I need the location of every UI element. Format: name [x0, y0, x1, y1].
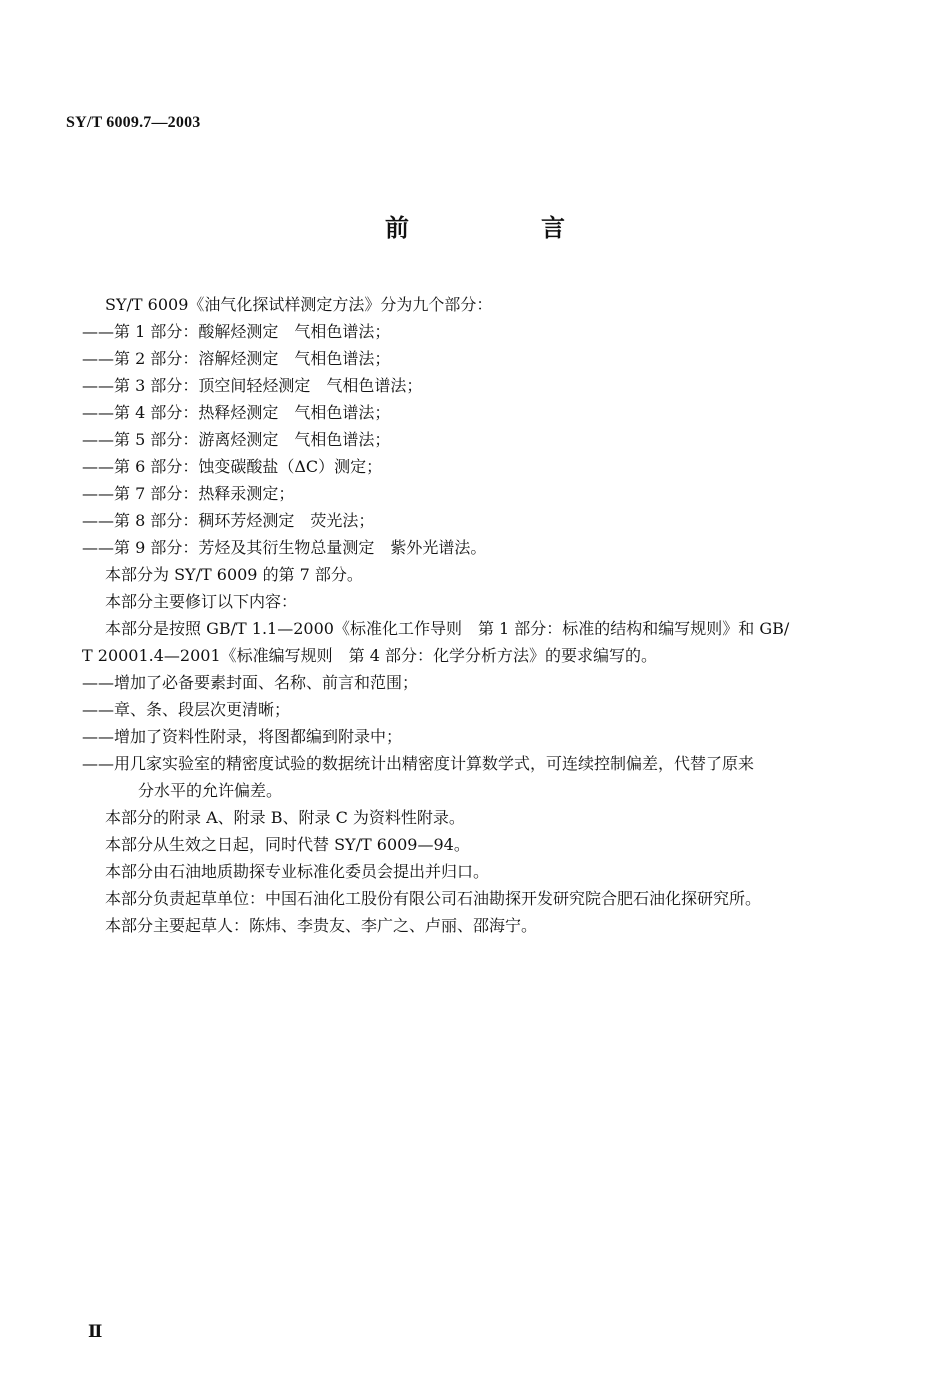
- revision-list-item: ——用几家实验室的精密度试验的数据统计出精密度计算数学式，可连续控制偏差，代替了原来: [82, 754, 755, 773]
- effective-paragraph: 本部分从生效之日起，同时代替 SY/T 6009—94。: [105, 835, 470, 854]
- part-list-item: ——第 3 部分：顶空间轻烃测定 气相色谱法；: [82, 376, 423, 395]
- revision-list-item-continuation: 分水平的允许偏差。: [138, 781, 283, 800]
- part-list-item: ——第 8 部分：稠环芳烃测定 荧光法；: [82, 511, 375, 530]
- part-list-item: ——第 4 部分：热释烃测定 气相色谱法；: [82, 403, 391, 422]
- compiled-according-line-1: 本部分是按照 GB/T 1.1—2000《标准化工作导则 第 1 部分：标准的结构和编写规则》和 GB/: [105, 619, 790, 638]
- this-part-paragraph: 本部分为 SY/T 6009 的第 7 部分。: [105, 565, 363, 584]
- part-list-item: ——第 9 部分：芳烃及其衍生物总量测定 紫外光谱法。: [82, 538, 487, 557]
- revisions-intro-paragraph: 本部分主要修订以下内容：: [105, 592, 298, 611]
- page-number: Ⅱ: [88, 1322, 103, 1341]
- part-list-item: ——第 7 部分：热释汞测定；: [82, 484, 295, 503]
- drafting-unit-paragraph: 本部分负责起草单位：中国石油化工股份有限公司石油勘探开发研究院合肥石油化探研究所。: [105, 889, 762, 908]
- appendix-paragraph: 本部分的附录 A、附录 B、附录 C 为资料性附录。: [105, 808, 465, 827]
- part-list-item: ——第 5 部分：游离烃测定 气相色谱法；: [82, 430, 391, 449]
- revision-list-item: ——增加了必备要素封面、名称、前言和范围；: [82, 673, 419, 692]
- part-list-item: ——第 2 部分：溶解烃测定 气相色谱法；: [82, 349, 391, 368]
- foreword-body: [82, 291, 872, 939]
- revision-list-item: ——增加了资料性附录，将图都编到附录中；: [82, 727, 403, 746]
- revision-list-item: ——章、条、段层次更清晰；: [82, 700, 291, 719]
- proposed-by-paragraph: 本部分由石油地质勘探专业标准化委员会提出并归口。: [105, 862, 490, 881]
- drafters-paragraph: 本部分主要起草人：陈炜、李贵友、李广之、卢丽、邵海宁。: [105, 916, 538, 935]
- page-title: 前 言: [385, 214, 619, 242]
- part-list-item: ——第 6 部分：蚀变碳酸盐（ΔC）测定；: [82, 457, 383, 476]
- part-list-item: ——第 1 部分：酸解烃测定 气相色谱法；: [82, 322, 391, 341]
- standard-code-header: SY/T 6009.7—2003: [66, 114, 201, 131]
- compiled-according-line-2: T 20001.4—2001《标准编写规则 第 4 部分：化学分析方法》的要求编写的。: [82, 646, 657, 665]
- intro-paragraph: SY/T 6009《油气化探试样测定方法》分为九个部分：: [105, 295, 493, 314]
